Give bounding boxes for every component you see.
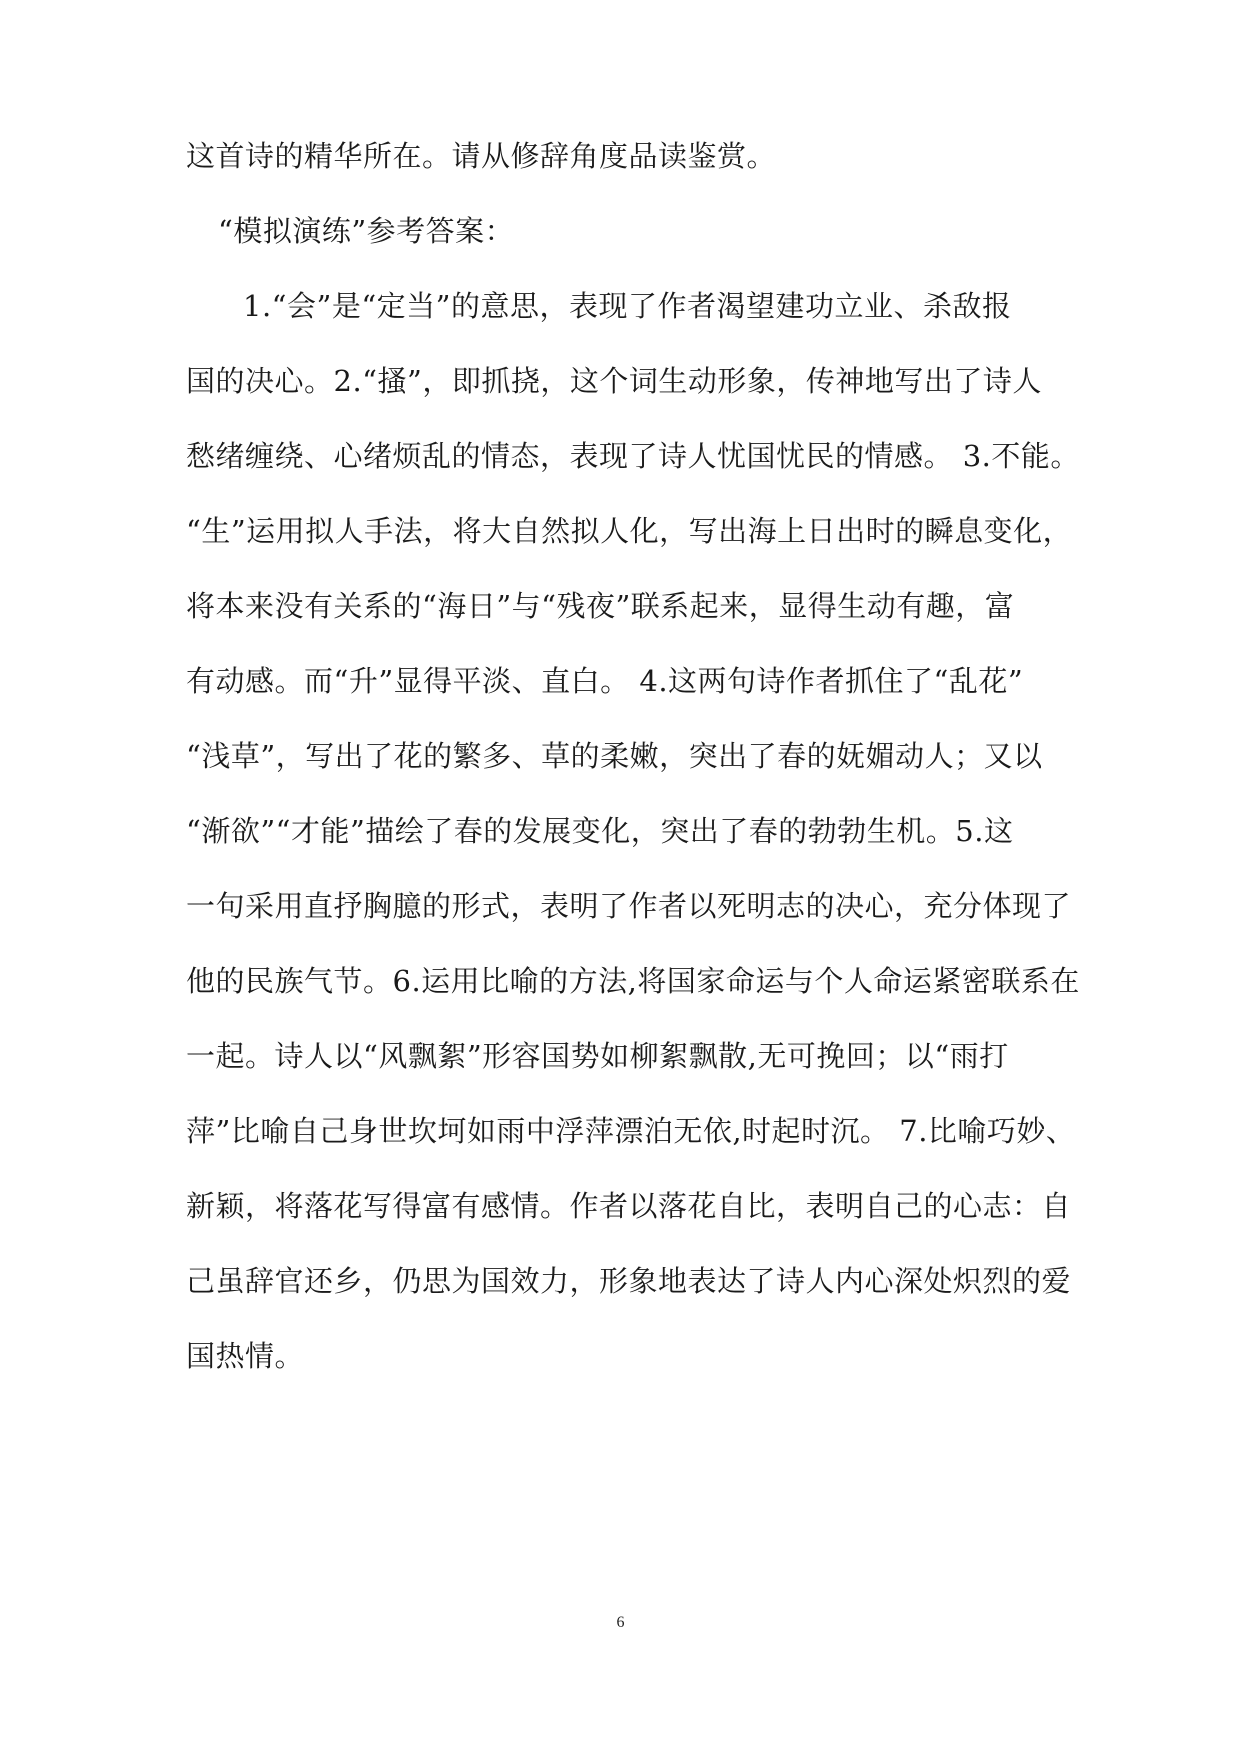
- page-number: 6: [616, 1614, 625, 1631]
- section-heading: “模拟演练”参考答案：: [218, 214, 515, 248]
- paragraph-line: 有动感。而“升”显得平淡、直白。 4.这两句诗作者抓住了“乱花”: [186, 664, 1024, 698]
- paragraph-line: “浅草”，写出了花的繁多、草的柔嫩，突出了春的妩媚动人；又以: [186, 739, 1043, 773]
- paragraph-line: 他的民族气节。6.运用比喻的方法,将国家命运与个人命运紧密联系在: [186, 964, 1080, 998]
- paragraph-line: 将本来没有关系的“海日”与“残夜”联系起来，显得生动有趣，富: [186, 589, 1015, 623]
- paragraph-line: 一起。诗人以“风飘絮”形容国势如柳絮飘散,无可挽回；以“雨打: [186, 1039, 1009, 1073]
- paragraph-line: 国的决心。2.“搔”，即抓挠，这个词生动形象，传神地写出了诗人: [186, 364, 1042, 398]
- paragraph-line: “生”运用拟人手法，将大自然拟人化，写出海上日出时的瞬息变化，: [186, 514, 1073, 548]
- paragraph-line: 一句采用直抒胸臆的形式，表明了作者以死明志的决心，充分体现了: [186, 889, 1072, 923]
- paragraph-line: 国热情。: [186, 1339, 305, 1373]
- paragraph-line: 新颖，将落花写得富有感情。作者以落花自比，表明自己的心志：自: [186, 1189, 1072, 1223]
- paragraph-line: 1.“会”是“定当”的意思，表现了作者渴望建功立业、杀敌报: [243, 289, 1012, 323]
- paragraph-line: 己虽辞官还乡，仍思为国效力，形象地表达了诗人内心深处炽烈的爱: [186, 1264, 1072, 1298]
- paragraph-line: “渐欲”“才能”描绘了春的发展变化，突出了春的勃勃生机。5.这: [186, 814, 1014, 848]
- paragraph-line: 这首诗的精华所在。请从修辞角度品读鉴赏。: [186, 139, 777, 173]
- paragraph-line: 愁绪缠绕、心绪烦乱的情态，表现了诗人忧国忧民的情感。 3.不能。: [186, 439, 1080, 473]
- paragraph-line: 萍”比喻自己身世坎坷如雨中浮萍漂泊无依,时起时沉。 7.比喻巧妙、: [186, 1114, 1076, 1148]
